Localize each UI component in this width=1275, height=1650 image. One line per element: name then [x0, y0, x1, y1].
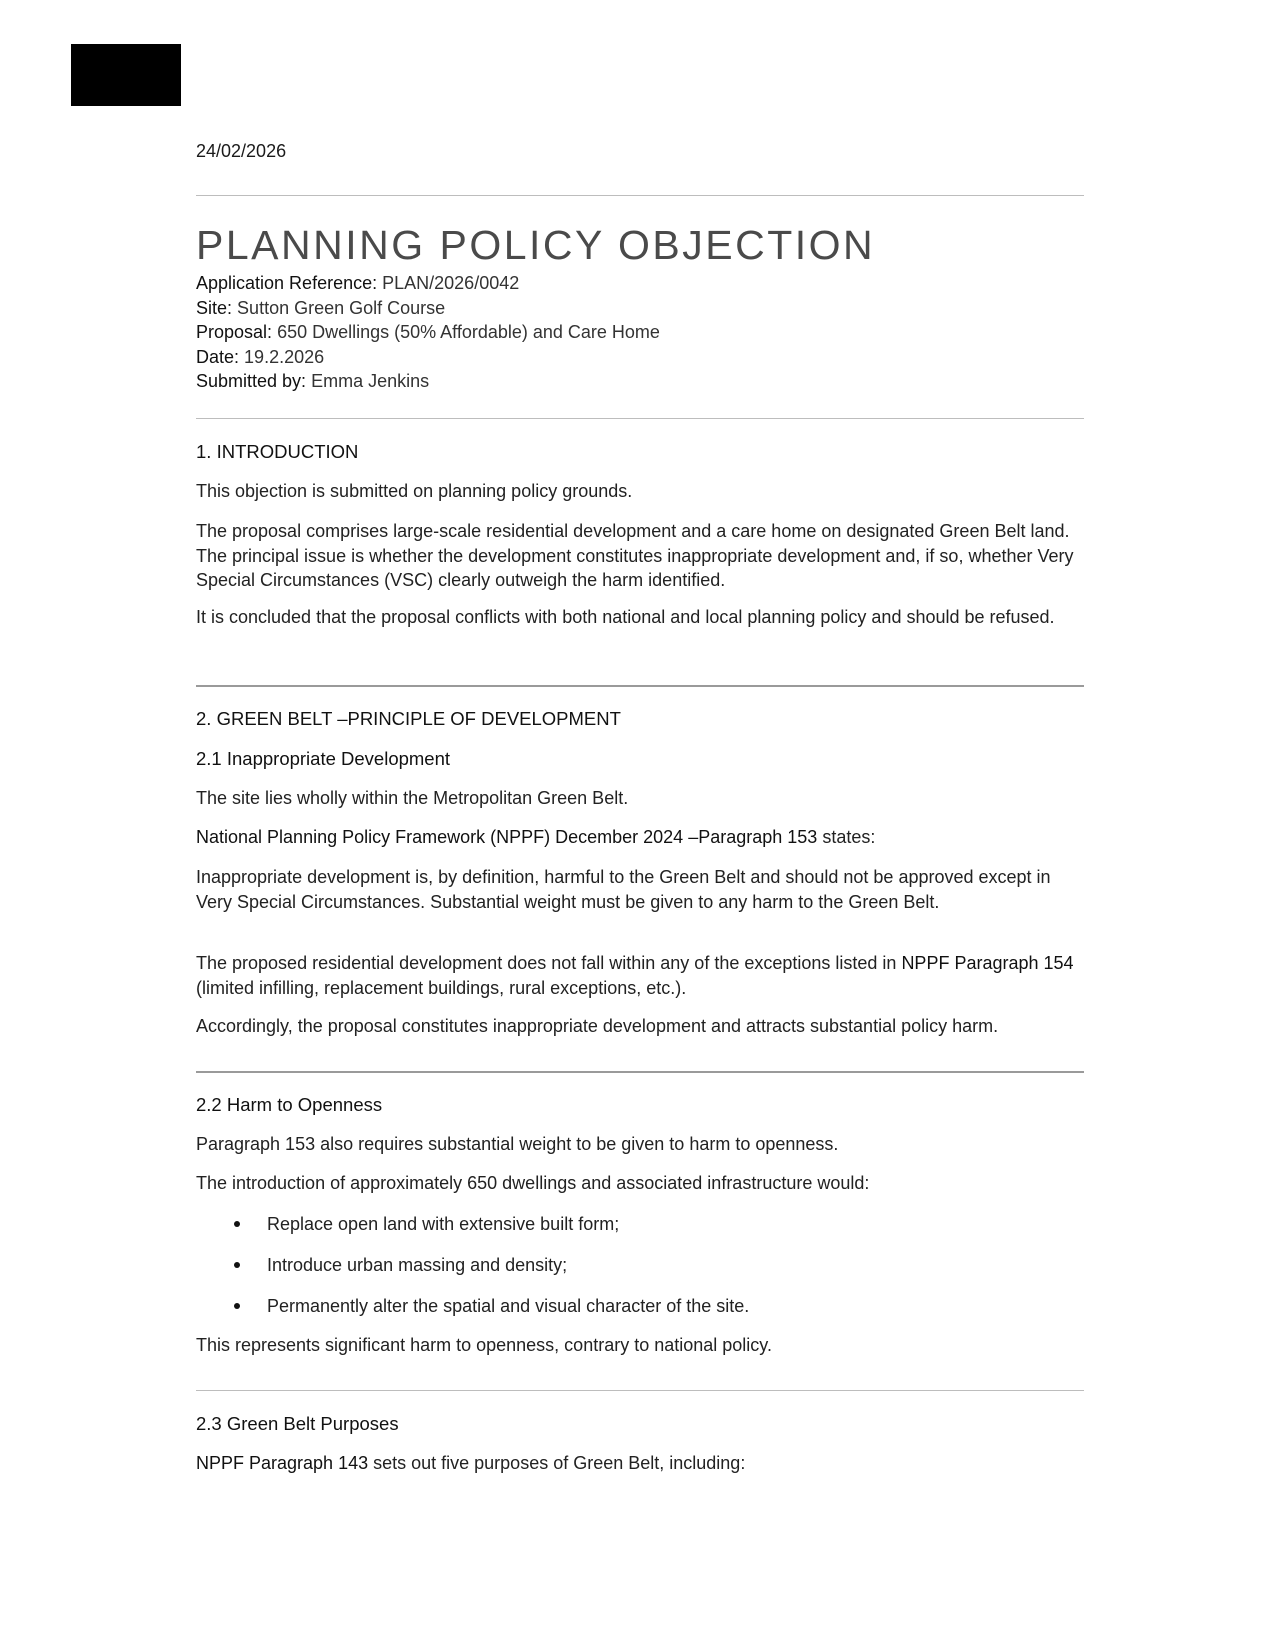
paragraph: This objection is submitted on planning policy grounds.	[196, 481, 633, 501]
paragraph: Accordingly, the proposal constitutes inappropriate development and attracts substantial policy harm.	[196, 1016, 999, 1036]
subsection-heading-green-belt-purposes: 2.3 Green Belt Purposes	[196, 1413, 399, 1434]
subsection-heading-harm-to-openness: 2.2 Harm to Openness	[196, 1094, 383, 1115]
paragraph: Paragraph 153 also requires substantial weight to be given to harm to openness.	[196, 1134, 839, 1154]
policy-reference: NPPF Paragraph 154	[901, 953, 1074, 973]
meta-row-proposal: Proposal: 650 Dwellings (50% Affordable) and Care Home	[196, 322, 660, 342]
divider	[196, 195, 1084, 196]
paragraph: The proposal comprises large-scale residential development and a care home on designated Green Belt land. The principal issue is whether the development constitutes inappropriate development and, if so, whether Very Special Circumstances (VSC) clearly outweigh the harm identified.	[196, 521, 1074, 590]
paragraph: The introduction of approximately 650 dwellings and associated infrastructure would:	[196, 1173, 870, 1193]
meta-row-reference: Application Reference: PLAN/2026/0042	[196, 273, 520, 293]
document-title: PLANNING POLICY OBJECTION	[196, 222, 876, 268]
subsection-heading-inappropriate-development: 2.1 Inappropriate Development	[196, 748, 451, 769]
bullet-list	[196, 1212, 1084, 1335]
list-item: Introduce urban massing and density;	[196, 1253, 1084, 1294]
paragraph: The proposed residential development does not fall within any of the exceptions listed in NPPF Paragraph 154 (limited infilling, replacement buildings, rural exceptions, etc.).	[196, 953, 1074, 998]
policy-reference: National Planning Policy Framework (NPPF) December 2024 –Paragraph 153	[196, 827, 818, 847]
paragraph: It is concluded that the proposal conflicts with both national and local planning policy and should be refused.	[196, 607, 1055, 627]
meta-row-submitted-by: Submitted by: Emma Jenkins	[196, 371, 430, 391]
divider	[196, 1390, 1084, 1391]
meta-row-date: Date: 19.2.2026	[196, 346, 325, 367]
divider	[196, 418, 1084, 419]
paragraph: Inappropriate development is, by definition, harmful to the Green Belt and should not be approved except in Very Special Circumstances. Substantial weight must be given to any harm to the Green Belt.	[196, 867, 1051, 912]
list-item: Permanently alter the spatial and visual character of the site.	[196, 1294, 1084, 1335]
paragraph: NPPF Paragraph 143 sets out five purposes of Green Belt, including:	[196, 1453, 746, 1473]
section-heading-green-belt: 2. GREEN BELT –PRINCIPLE OF DEVELOPMENT	[196, 708, 621, 729]
bullet-icon	[234, 1262, 240, 1268]
paragraph: The site lies wholly within the Metropolitan Green Belt.	[196, 788, 629, 808]
document-date: 24/02/2026	[196, 141, 287, 161]
bullet-icon	[234, 1303, 240, 1309]
redacted-logo-block	[71, 44, 181, 106]
paragraph: This represents significant harm to openness, contrary to national policy.	[196, 1335, 772, 1355]
meta-row-site: Site: Sutton Green Golf Course	[196, 297, 446, 318]
application-details	[196, 271, 660, 394]
paragraph: National Planning Policy Framework (NPPF) December 2024 –Paragraph 153 states:	[196, 827, 876, 847]
divider	[196, 685, 1084, 687]
policy-reference: NPPF Paragraph 143	[196, 1453, 369, 1473]
divider	[196, 1071, 1084, 1073]
section-heading-introduction: 1. INTRODUCTION	[196, 441, 359, 462]
list-item: Replace open land with extensive built form;	[196, 1212, 1084, 1253]
bullet-icon	[234, 1221, 240, 1227]
